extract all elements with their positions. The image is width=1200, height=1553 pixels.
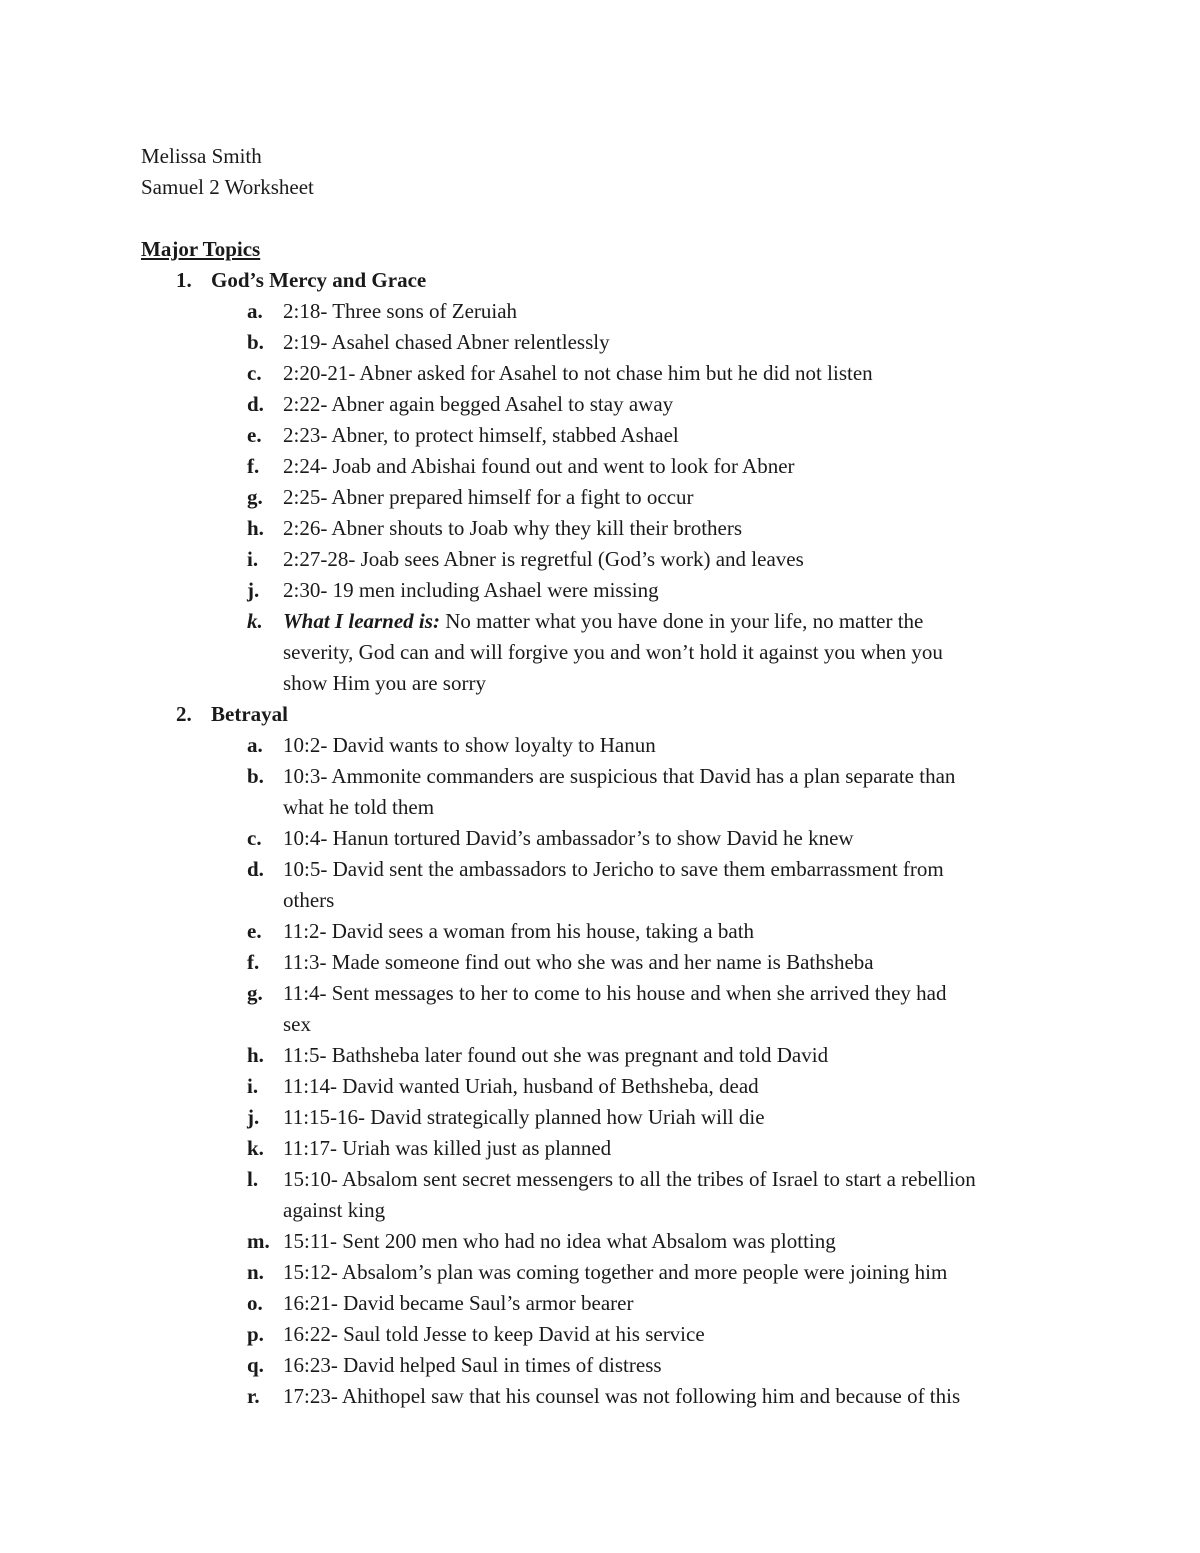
item-text: sex	[283, 1012, 311, 1036]
item-text: 10:4- Hanun tortured David’s ambassador’s to show David he knew	[283, 826, 854, 850]
item-letter: g.	[247, 485, 263, 509]
learned-label: What I learned is:	[283, 609, 440, 633]
item-letter: i.	[247, 1074, 259, 1098]
list-item	[141, 761, 1071, 792]
item-text: 16:22- Saul told Jesse to keep David at his service	[283, 1322, 705, 1346]
section-heading: Major Topics	[141, 237, 261, 261]
list-item	[141, 1319, 1071, 1350]
item-letter: b.	[247, 330, 264, 354]
item-text: 15:12- Absalom’s plan was coming together and more people were joining him	[283, 1260, 948, 1284]
list-item-continuation	[141, 792, 1071, 823]
list-item	[141, 1381, 1071, 1412]
learned-continuation	[141, 637, 1071, 668]
item-letter: k.	[247, 609, 263, 633]
item-text: 11:4- Sent messages to her to come to his house and when she arrived they had	[283, 981, 947, 1005]
item-text: against king	[283, 1198, 386, 1222]
item-letter: r.	[247, 1384, 260, 1408]
blank-line	[141, 203, 1071, 234]
item-letter: a.	[247, 299, 263, 323]
item-text: 11:2- David sees a woman from his house, taking a bath	[283, 919, 755, 943]
item-letter: j.	[247, 1105, 260, 1129]
list-item	[141, 451, 1071, 482]
item-letter: n.	[247, 1260, 264, 1284]
list-item-continuation	[141, 885, 1071, 916]
topic-title: Betrayal	[211, 702, 288, 726]
item-letter	[141, 1009, 283, 1040]
item-letter: e.	[247, 919, 262, 943]
item-text: 2:18- Three sons of Zeruiah	[283, 299, 518, 323]
topic-2-list	[141, 730, 1071, 1412]
document-title: Samuel 2 Worksheet	[141, 175, 314, 199]
list-item	[141, 730, 1071, 761]
learned-text-line: No matter what you have done in your life, no matter the	[439, 609, 924, 633]
list-item	[141, 1040, 1071, 1071]
list-item	[141, 947, 1071, 978]
item-text: 11:14- David wanted Uriah, husband of Bethsheba, dead	[283, 1074, 759, 1098]
item-letter: m.	[247, 1229, 270, 1253]
author-name: Melissa Smith	[141, 144, 262, 168]
list-item	[141, 1071, 1071, 1102]
item-letter: l.	[247, 1167, 259, 1191]
list-item	[141, 1164, 1071, 1195]
learned-text-line: show Him you are sorry	[283, 671, 486, 695]
list-item	[141, 389, 1071, 420]
item-letter: g.	[247, 981, 263, 1005]
item-text: 2:25- Abner prepared himself for a fight to occur	[283, 485, 694, 509]
item-text: 2:20-21- Abner asked for Asahel to not chase him but he did not listen	[283, 361, 873, 385]
item-letter: p.	[247, 1322, 264, 1346]
list-item	[141, 544, 1071, 575]
list-item	[141, 1288, 1071, 1319]
item-letter	[141, 792, 283, 823]
item-text: 2:19- Asahel chased Abner relentlessly	[283, 330, 610, 354]
list-item	[141, 358, 1071, 389]
list-item	[141, 513, 1071, 544]
item-text: 2:22- Abner again begged Asahel to stay away	[283, 392, 674, 416]
list-item	[141, 823, 1071, 854]
item-letter	[141, 1195, 283, 1226]
learned-continuation	[141, 668, 1071, 699]
item-letter: e.	[247, 423, 262, 447]
list-item	[141, 1226, 1071, 1257]
item-letter: i.	[247, 547, 259, 571]
item-text: 16:21- David became Saul’s armor bearer	[283, 1291, 634, 1315]
item-letter: c.	[247, 361, 262, 385]
item-letter: h.	[247, 1043, 264, 1067]
list-item	[141, 575, 1071, 606]
item-text: 2:23- Abner, to protect himself, stabbed Ashael	[283, 423, 679, 447]
item-text: 2:27-28- Joab sees Abner is regretful (God’s work) and leaves	[283, 547, 804, 571]
list-item	[141, 916, 1071, 947]
list-item	[141, 1102, 1071, 1133]
item-text: 16:23- David helped Saul in times of distress	[283, 1353, 662, 1377]
item-text: 15:11- Sent 200 men who had no idea what Absalom was plotting	[283, 1229, 836, 1253]
item-text: 11:5- Bathsheba later found out she was pregnant and told David	[283, 1043, 829, 1067]
list-item	[141, 1350, 1071, 1381]
list-item-continuation	[141, 1009, 1071, 1040]
item-letter: h.	[247, 516, 264, 540]
item-letter: o.	[247, 1291, 263, 1315]
list-item	[141, 296, 1071, 327]
list-item	[141, 978, 1071, 1009]
item-letter: j.	[247, 578, 260, 602]
topic-2-heading	[141, 699, 1071, 730]
topic-number: 2.	[176, 702, 192, 726]
item-letter: c.	[247, 826, 262, 850]
item-text: 2:30- 19 men including Ashael were missing	[283, 578, 659, 602]
document-body	[141, 141, 1071, 1412]
list-item	[141, 420, 1071, 451]
list-item	[141, 327, 1071, 358]
item-text: 10:5- David sent the ambassadors to Jericho to save them embarrassment from	[283, 857, 944, 881]
item-letter	[141, 885, 283, 916]
topic-number: 1.	[176, 268, 192, 292]
item-letter: f.	[247, 454, 260, 478]
item-text: others	[283, 888, 335, 912]
item-letter: q.	[247, 1353, 264, 1377]
list-item	[141, 854, 1071, 885]
list-item-continuation	[141, 1195, 1071, 1226]
list-item	[141, 1133, 1071, 1164]
topic-1-heading	[141, 265, 1071, 296]
item-letter: f.	[247, 950, 260, 974]
learned-text-line: severity, God can and will forgive you and won’t hold it against you when you	[283, 640, 943, 664]
list-item	[141, 482, 1071, 513]
list-item	[141, 1257, 1071, 1288]
item-text: 11:15-16- David strategically planned how Uriah will die	[283, 1105, 765, 1129]
item-text: 10:2- David wants to show loyalty to Hanun	[283, 733, 656, 757]
item-text: 15:10- Absalom sent secret messengers to all the tribes of Israel to start a rebellion	[283, 1167, 976, 1191]
item-text: 17:23- Ahithopel saw that his counsel was not following him and because of this	[283, 1384, 961, 1408]
item-text: 11:3- Made someone find out who she was and her name is Bathsheba	[283, 950, 874, 974]
item-text: 2:24- Joab and Abishai found out and went to look for Abner	[283, 454, 795, 478]
item-letter: b.	[247, 764, 264, 788]
item-text: what he told them	[283, 795, 435, 819]
item-letter: k.	[247, 1136, 264, 1160]
item-text: 2:26- Abner shouts to Joab why they kill their brothers	[283, 516, 743, 540]
item-letter: d.	[247, 392, 264, 416]
learned-item	[141, 606, 1071, 637]
item-letter: a.	[247, 733, 263, 757]
item-text: 11:17- Uriah was killed just as planned	[283, 1136, 612, 1160]
item-letter: d.	[247, 857, 264, 881]
topic-title: God’s Mercy and Grace	[211, 268, 427, 292]
item-text: 10:3- Ammonite commanders are suspicious that David has a plan separate than	[283, 764, 956, 788]
